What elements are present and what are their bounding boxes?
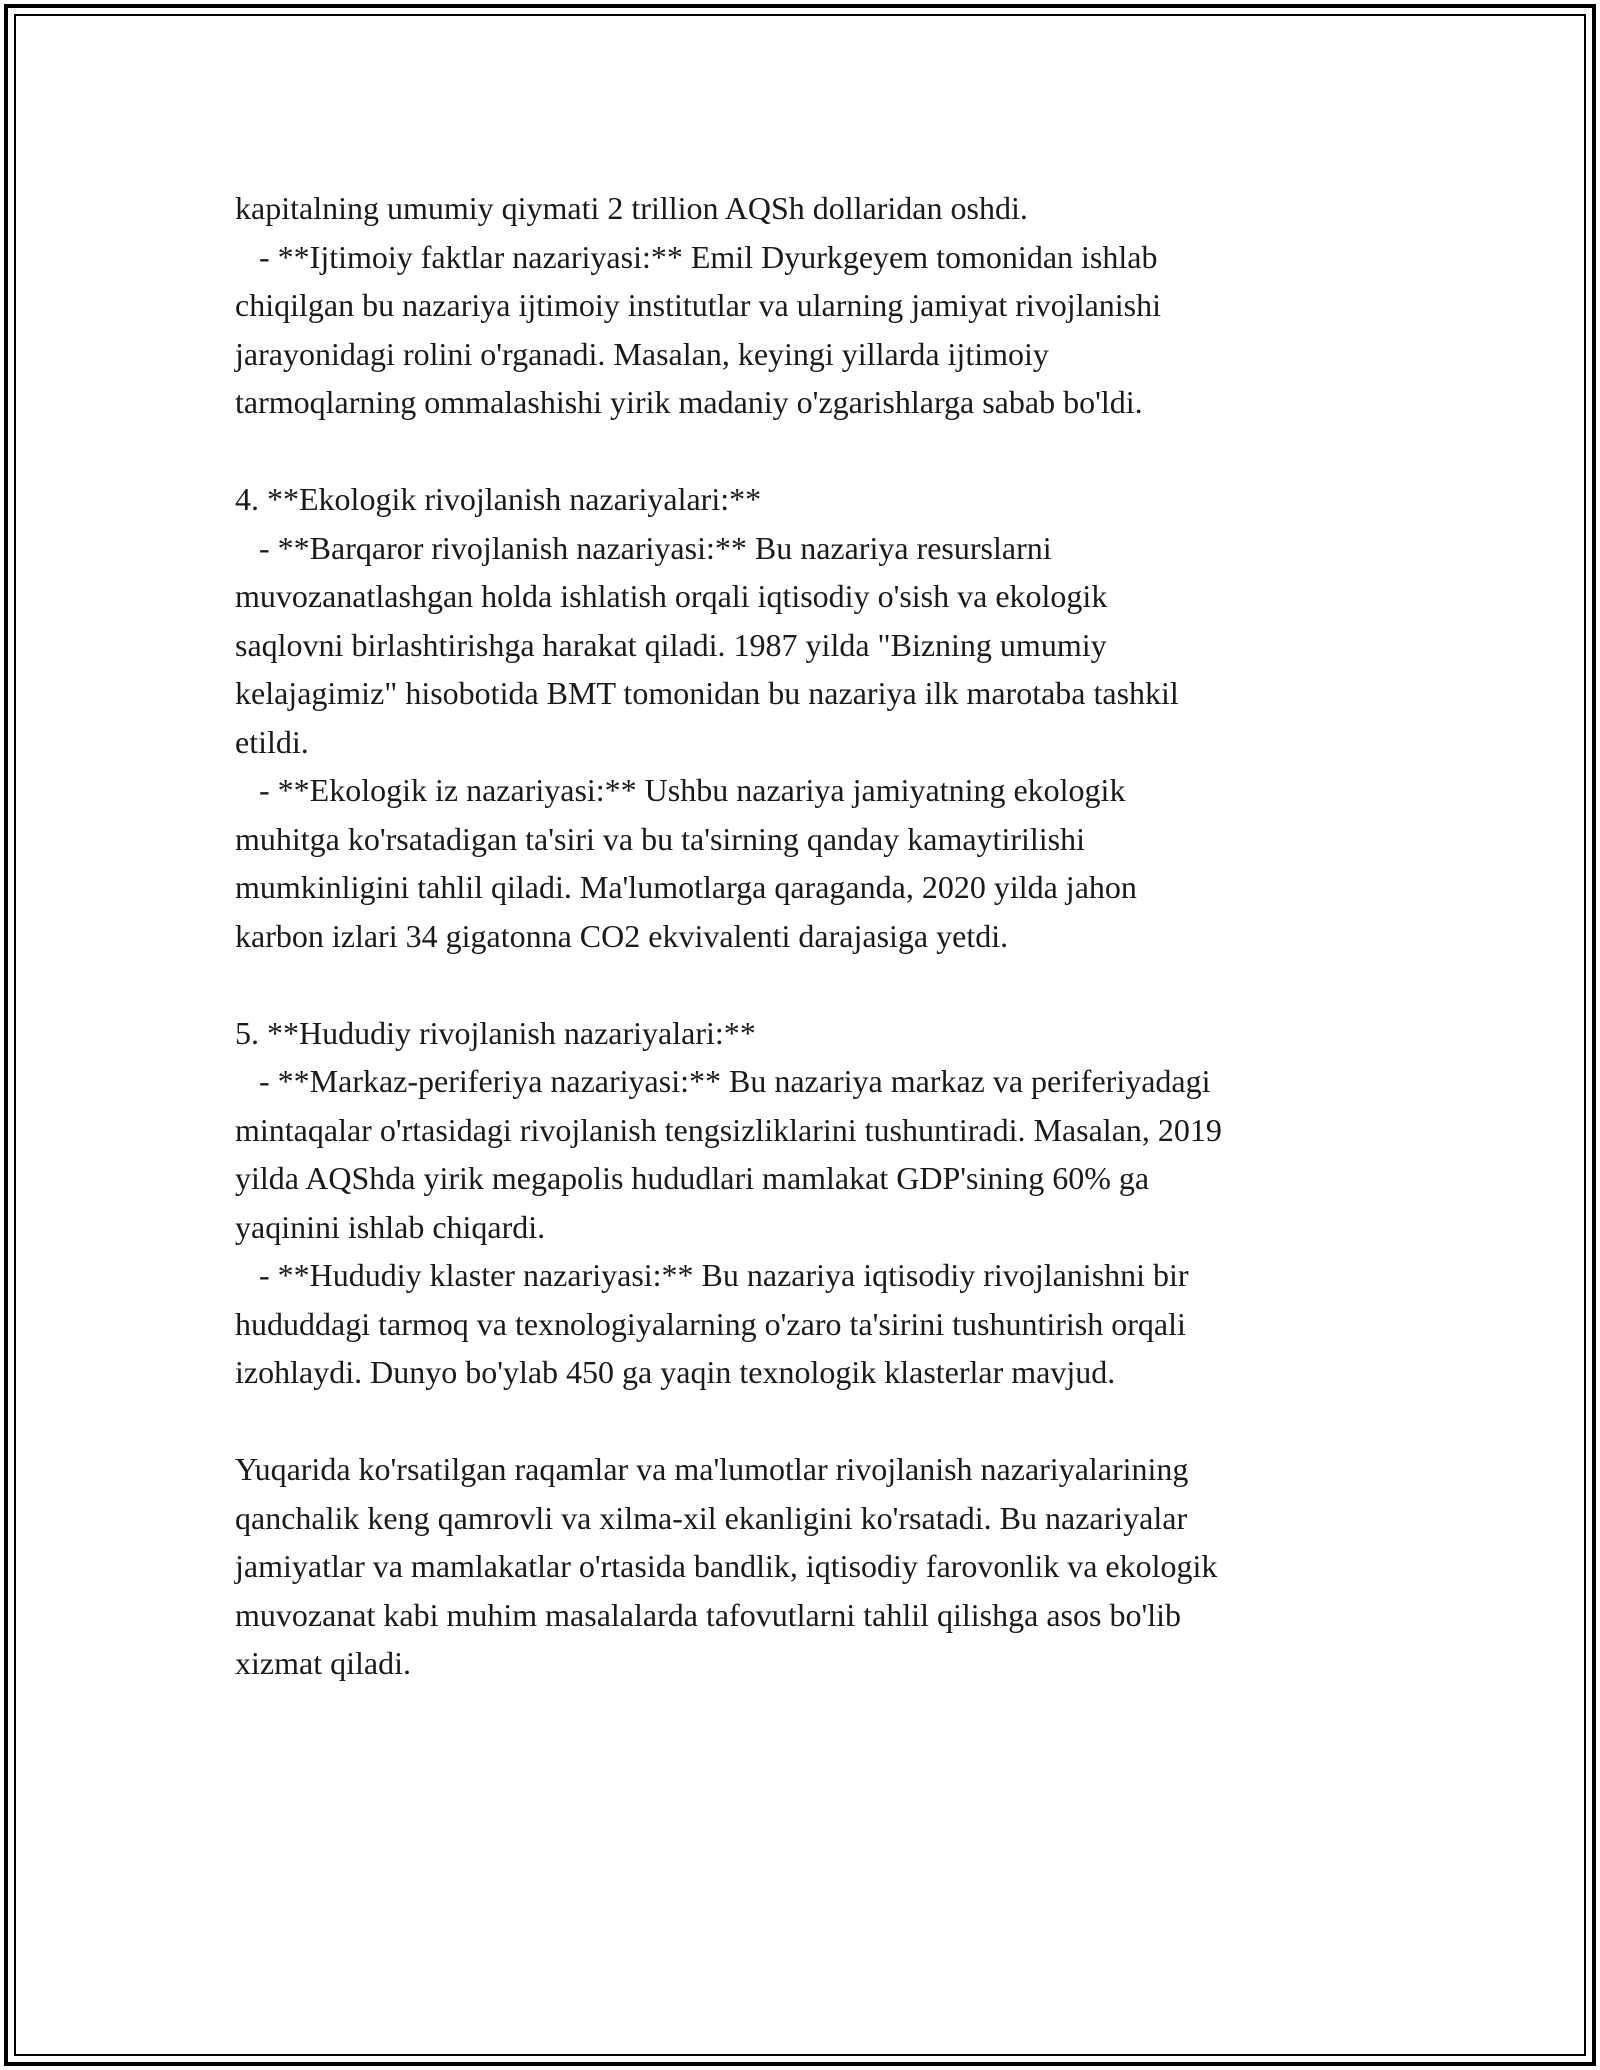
text-line: muhitga ko'rsatadigan ta'siri va bu ta'sirning qanday kamaytirilishi: [235, 820, 1085, 857]
text-line: jarayonidagi rolini o'rganadi. Masalan, keyingi yillarda ijtimoiy: [235, 335, 1049, 372]
text-line: saqlovni birlashtirishga harakat qiladi. 1987 yilda "Bizning umumiy: [235, 626, 1107, 663]
text-line: muvozanatlashgan holda ishlatish orqali iqtisodiy o'sish va ekologik: [235, 578, 1108, 614]
blank-line: [235, 427, 1385, 476]
text-line: - **Barqaror rivojlanish nazariyasi:** Bu nazariya resurslarni: [235, 529, 1052, 566]
conclusion-paragraph: [235, 1445, 1385, 1688]
text-line: karbon izlari 34 gigatonna CO2 ekvivalenti darajasiga yetdi.: [235, 917, 1009, 954]
section-hududiy: [235, 1009, 1385, 1397]
text-line: qanchalik keng qamrovli va xilma-xil ekanligini ko'rsatadi. Bu nazariyalar: [235, 1499, 1188, 1536]
text-line: izohlaydi. Dunyo bo'ylab 450 ga yaqin texnologik klasterlar mavjud.: [235, 1354, 1116, 1390]
section-ekologik: [235, 475, 1385, 960]
text-line: chiqilgan bu nazariya ijtimoiy institutlar va ularning jamiyat rivojlanishi: [235, 287, 1162, 323]
text-line: kelajagimiz" hisobotida BMT tomonidan bu nazariya ilk marotaba tashkil: [235, 675, 1179, 711]
text-line: kapitalning umumiy qiymati 2 trillion AQSh dollaridan oshdi.: [235, 190, 1028, 226]
text-line: xizmat qiladi.: [235, 1645, 411, 1681]
text-line: etildi.: [235, 723, 309, 760]
text-line: - **Ijtimoiy faktlar nazariyasi:** Emil Dyurkgeyem tomonidan ishlab: [235, 238, 1158, 275]
text-line: Yuqarida ko'rsatilgan raqamlar va ma'lumotlar rivojlanish nazariyalarining: [235, 1451, 1189, 1487]
text-line: - **Markaz-periferiya nazariyasi:** Bu nazariya markaz va periferiyadagi: [235, 1063, 1211, 1099]
text-line: - **Hududiy klaster nazariyasi:** Bu nazariya iqtisodiy rivojlanishni bir: [235, 1257, 1189, 1293]
text-line: yaqinini ishlab chiqardi.: [235, 1208, 546, 1245]
section-heading: 5. **Hududiy rivojlanish nazariyalari:**: [235, 1014, 756, 1051]
text-line: mumkinligini tahlil qiladi. Ma'lumotlarga qaraganda, 2020 yilda jahon: [235, 869, 1137, 905]
text-line: tarmoqlarning ommalashishi yirik madaniy o'zgarishlarga sabab bo'ldi.: [235, 384, 1143, 420]
text-line: jamiyatlar va mamlakatlar o'rtasida bandlik, iqtisodiy farovonlik va ekologik: [235, 1548, 1218, 1584]
blank-line: [235, 1397, 1385, 1446]
document-body: [235, 184, 1385, 1688]
text-line: - **Ekologik iz nazariyasi:** Ushbu nazariya jamiyatning ekologik: [235, 772, 1126, 808]
paragraph-block: [235, 184, 1385, 427]
text-line: muvozanat kabi muhim masalalarda tafovutlarni tahlil qilishga asos bo'lib: [235, 1596, 1181, 1633]
text-line: yilda AQShda yirik megapolis hududlari mamlakat GDP'sining 60% ga: [235, 1160, 1150, 1196]
blank-line: [235, 960, 1385, 1009]
section-heading: 4. **Ekologik rivojlanish nazariyalari:**: [235, 481, 762, 517]
text-line: mintaqalar o'rtasidagi rivojlanish tengsizliklarini tushuntiradi. Masalan, 2019: [235, 1111, 1222, 1148]
text-line: hududdagi tarmoq va texnologiyalarning o'zaro ta'sirini tushuntirish orqali: [235, 1305, 1186, 1342]
